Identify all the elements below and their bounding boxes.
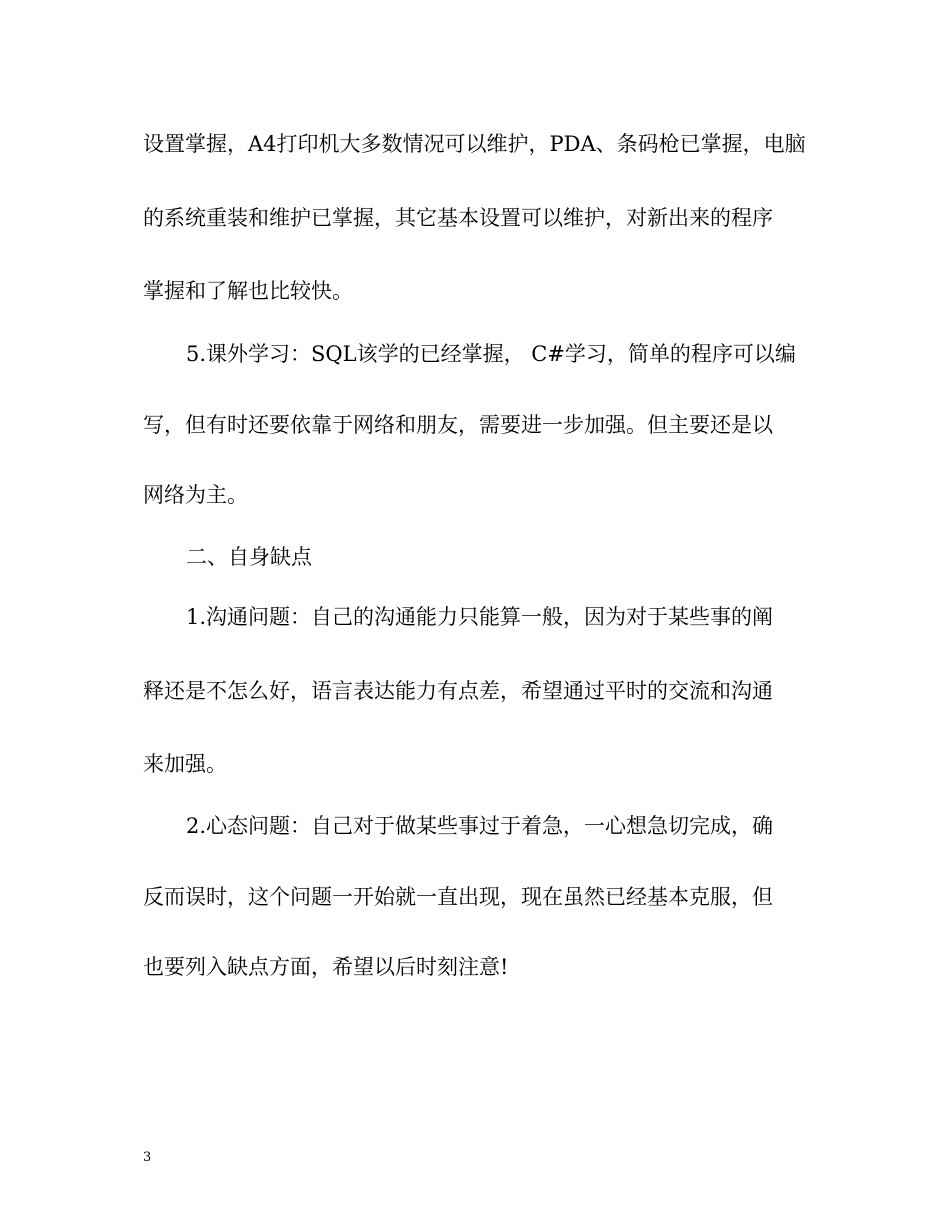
paragraph-line: 写，但有时还要依靠于网络和朋友，需要进一步加强。但主要还是以 (143, 413, 773, 437)
section-heading: 二、自身缺点 (186, 545, 312, 569)
paragraph-line: 2.心态问题：自己对于做某些事过于着急，一心想急切完成，确 (186, 814, 774, 838)
paragraph-line: 也要列入缺点方面，希望以后时刻注意! (143, 955, 509, 979)
paragraph-line: 反而误时，这个问题一开始就一直出现，现在虽然已经基本克服，但 (143, 885, 773, 909)
paragraph-line: 来加强。 (143, 752, 227, 776)
paragraph-line: 5.课外学习：SQL该学的已经掌握， C#学习，简单的程序可以编 (186, 342, 796, 366)
paragraph-line: 1.沟通问题：自己的沟通能力只能算一般，因为对于某些事的阐 (186, 605, 774, 629)
paragraph-line: 掌握和了解也比较快。 (143, 279, 353, 303)
paragraph-line: 网络为主。 (143, 483, 248, 507)
paragraph-line: 的系统重装和维护已掌握，其它基本设置可以维护，对新出来的程序 (143, 206, 773, 230)
page-number: 3 (143, 1150, 152, 1165)
paragraph-line: 设置掌握，A4打印机大多数情况可以维护，PDA、条码枪已掌握，电脑 (143, 132, 806, 156)
paragraph-line: 释还是不怎么好，语言表达能力有点差，希望通过平时的交流和沟通 (143, 679, 773, 703)
